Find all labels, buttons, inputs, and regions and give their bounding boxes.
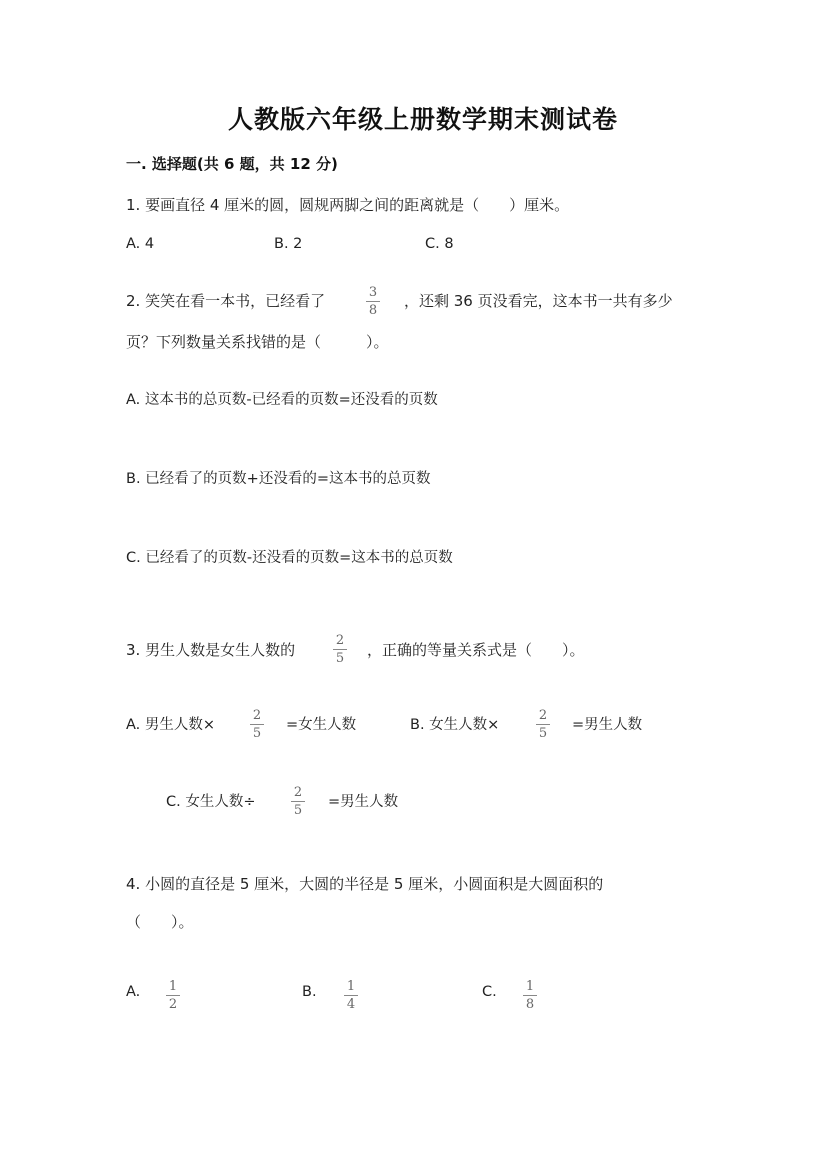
fraction-numerator: 2 — [335, 633, 345, 648]
question-2-option-b: B. 已经看了的页数+还没看的=这本书的总页数 — [126, 471, 431, 487]
question-4-text: 4. 小圆的直径是 5 厘米，大圆的半径是 5 厘米，小圆面积是大圆面积的 — [126, 875, 604, 893]
question-1-option-c: C. 8 — [425, 236, 454, 252]
question-4-option-b-fraction — [344, 979, 358, 1012]
fraction-denominator: 8 — [525, 997, 535, 1012]
question-2-text-end: ，还剩 36 页没看完，这本书一共有多少 — [404, 292, 673, 310]
question-3-option-b-end: =男生人数 — [572, 717, 643, 733]
question-4-option-c-fraction — [523, 979, 537, 1012]
question-2-option-c: C. 已经看了的页数-还没看的页数=这本书的总页数 — [126, 550, 453, 566]
fraction-denominator: 5 — [252, 726, 262, 741]
fraction-denominator: 5 — [293, 803, 303, 818]
fraction-numerator: 1 — [346, 979, 356, 994]
question-1-text: 1. 要画直径 4 厘米的圆，圆规两脚之间的距离就是（ ）厘米。 — [126, 196, 570, 214]
fraction-bar — [536, 724, 550, 725]
question-1-option-b: B. 2 — [274, 236, 303, 252]
question-3-option-a-end: =女生人数 — [286, 717, 357, 733]
question-2-option-a: A. 这本书的总页数-已经看的页数=还没看的页数 — [126, 392, 438, 408]
question-3-fraction — [333, 633, 347, 666]
fraction-bar — [366, 301, 380, 302]
fraction-numerator: 2 — [293, 785, 303, 800]
fraction-denominator: 8 — [368, 303, 378, 318]
question-2-fraction — [366, 285, 380, 318]
question-3-option-c-fraction — [291, 785, 305, 818]
question-2-text-start: 2. 笑笑在看一本书，已经看了 — [126, 292, 326, 310]
fraction-bar — [291, 801, 305, 802]
fraction-bar — [523, 995, 537, 996]
question-4-option-a-fraction — [166, 979, 180, 1012]
question-3-option-c-start: C. 女生人数÷ — [166, 794, 256, 810]
question-3-option-b-start: B. 女生人数× — [410, 717, 500, 733]
fraction-bar — [333, 649, 347, 650]
section-heading-multiple-choice: 一. 选择题(共 6 题，共 12 分) — [126, 155, 338, 173]
question-3-option-c-end: =男生人数 — [328, 794, 399, 810]
question-2-text-line2: 页？下列数量关系找错的是（ ）。 — [126, 333, 389, 351]
question-4-text-line2: （ ）。 — [126, 913, 194, 931]
question-4-option-c-label: C. — [482, 984, 497, 1000]
fraction-bar — [250, 724, 264, 725]
question-3-option-a-fraction — [250, 708, 264, 741]
fraction-numerator: 1 — [168, 979, 178, 994]
fraction-denominator: 5 — [335, 651, 345, 666]
question-1-option-a: A. 4 — [126, 236, 155, 252]
fraction-numerator: 2 — [252, 708, 262, 723]
question-3-option-a-start: A. 男生人数× — [126, 717, 216, 733]
question-3-text-start: 3. 男生人数是女生人数的 — [126, 641, 296, 659]
question-3-option-b-fraction — [536, 708, 550, 741]
fraction-denominator: 2 — [168, 997, 178, 1012]
fraction-bar — [344, 995, 358, 996]
fraction-denominator: 5 — [538, 726, 548, 741]
fraction-denominator: 4 — [346, 997, 356, 1012]
fraction-bar — [166, 995, 180, 996]
exam-title: 人教版六年级上册数学期末测试卷 — [228, 105, 619, 134]
fraction-numerator: 1 — [525, 979, 535, 994]
question-3-text-end: ，正确的等量关系式是（ ）。 — [367, 641, 585, 659]
fraction-numerator: 2 — [538, 708, 548, 723]
fraction-numerator: 3 — [368, 285, 378, 300]
question-4-option-b-label: B. — [302, 984, 317, 1000]
question-4-option-a-label: A. — [126, 984, 141, 1000]
